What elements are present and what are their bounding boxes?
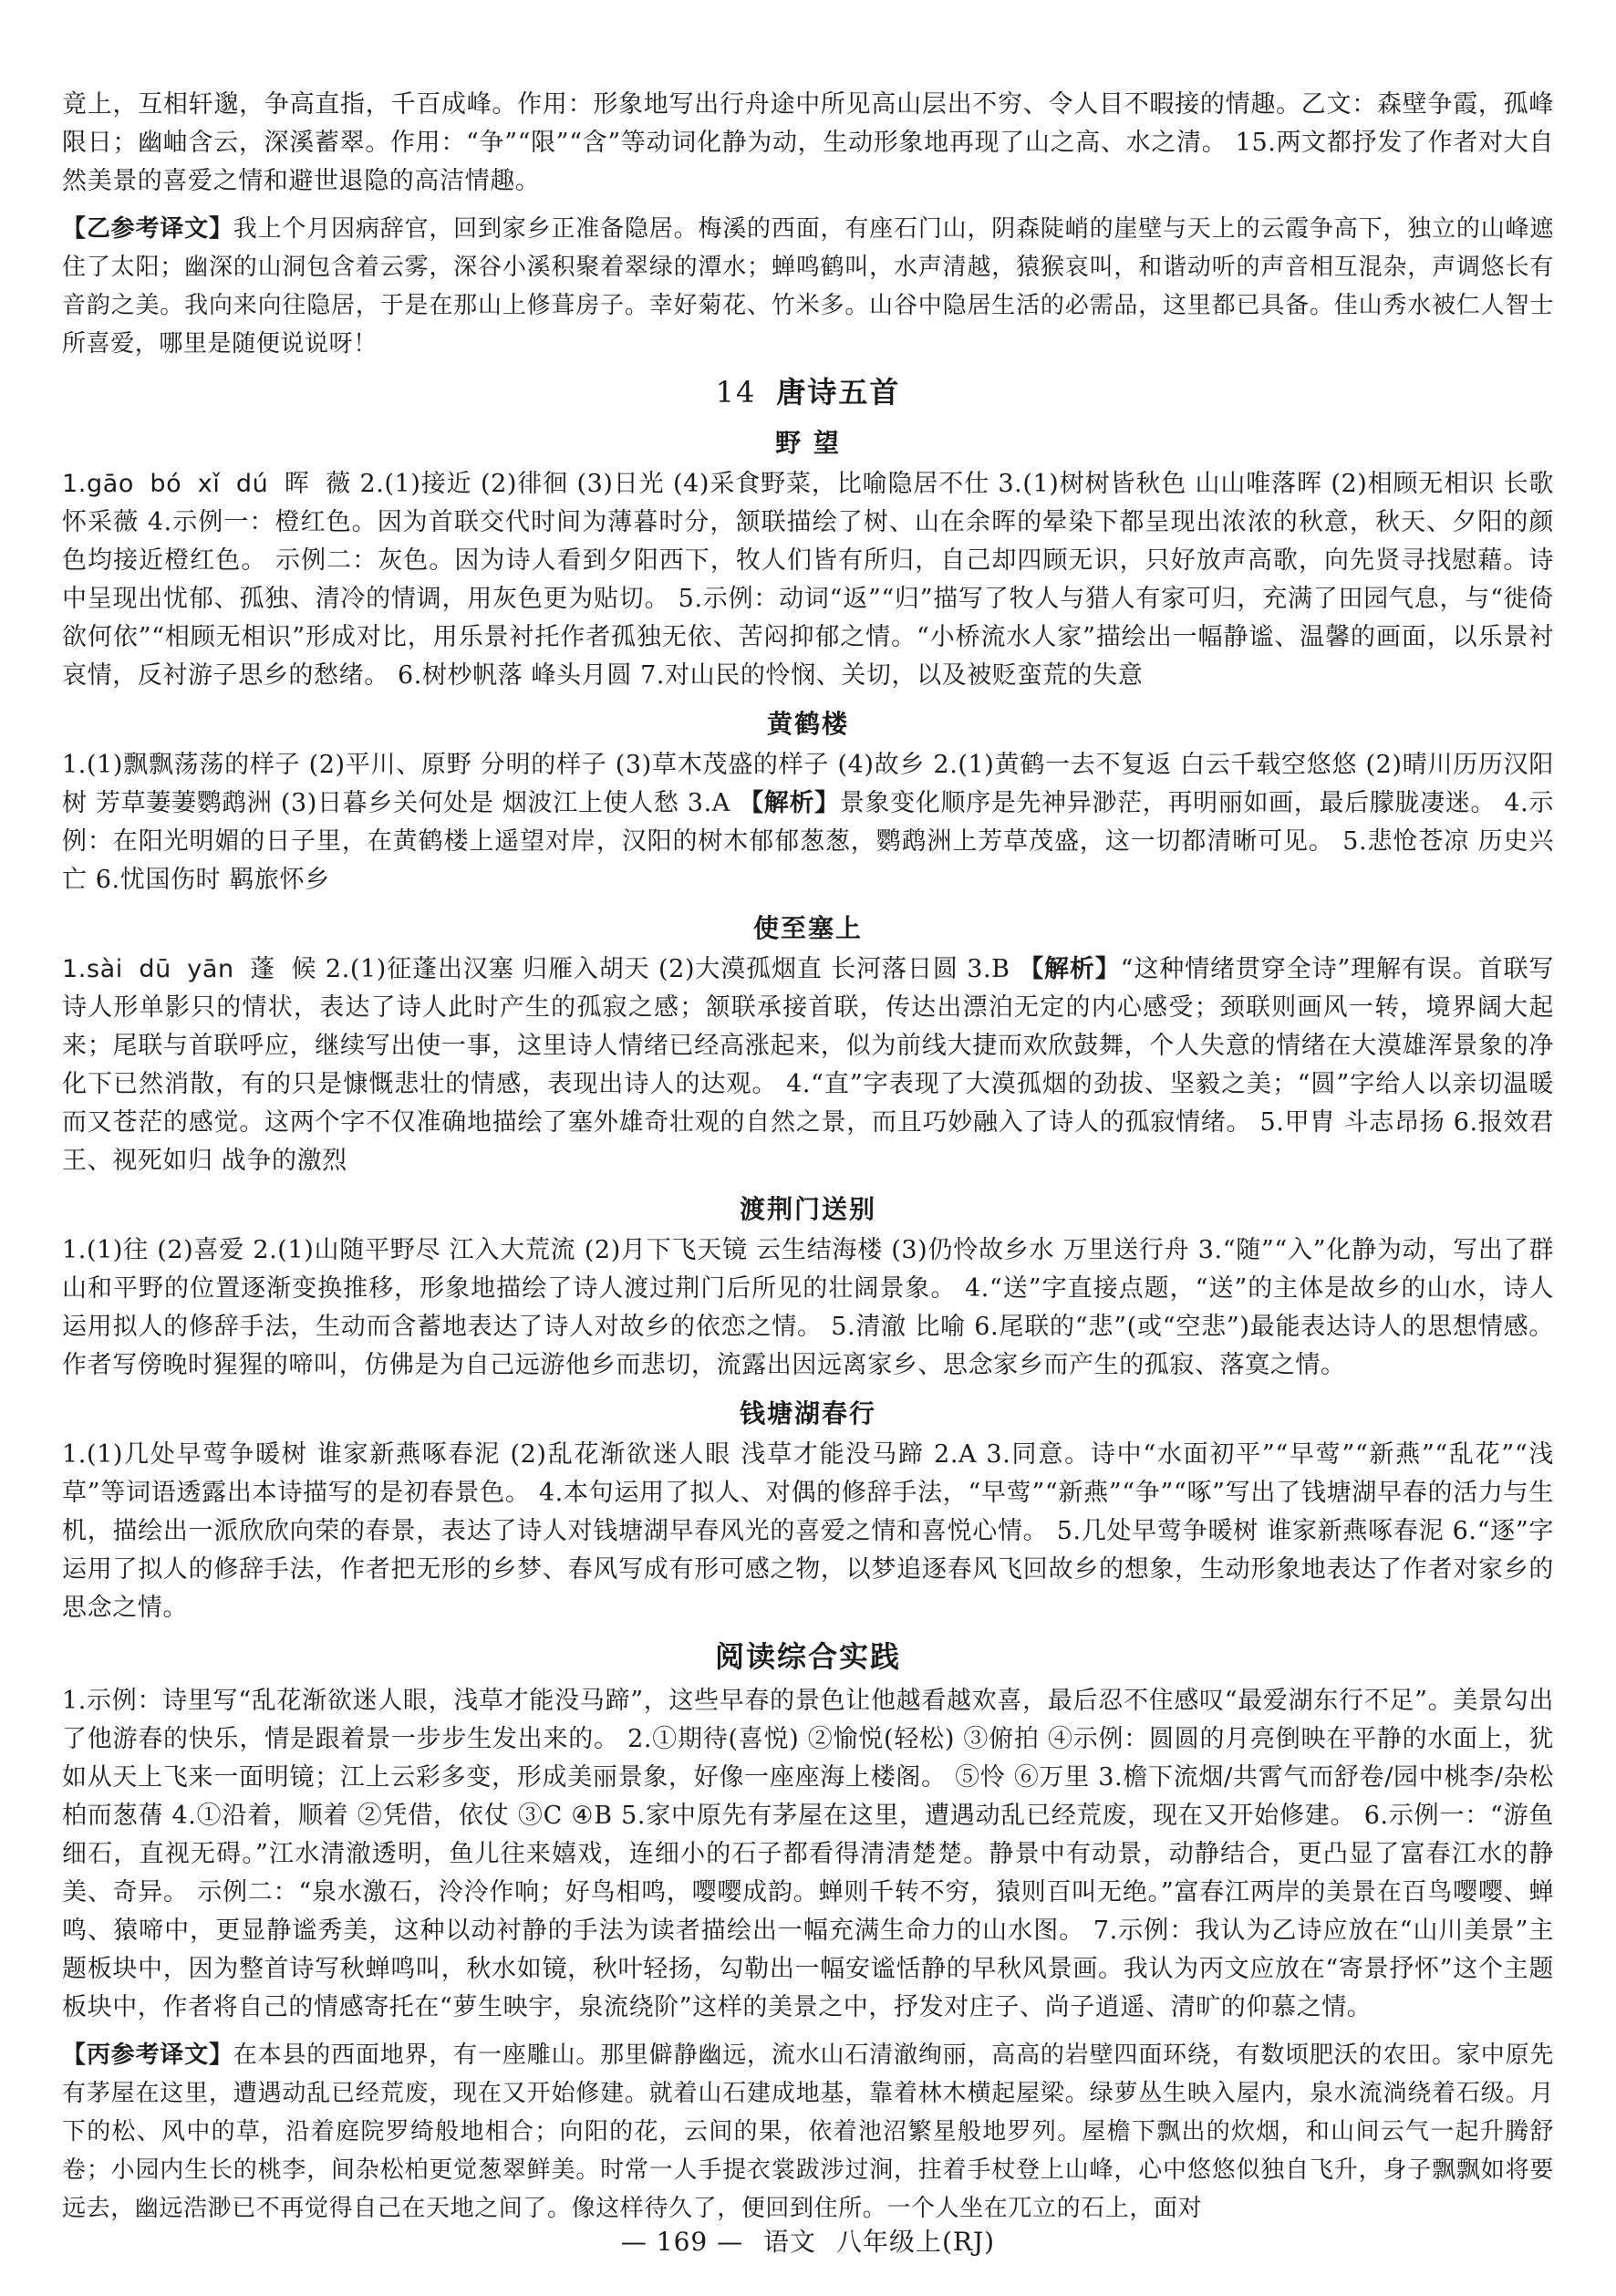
reading-practice-heading: 阅读综合实践	[714, 1639, 901, 1674]
page-number: — 169 —	[620, 2227, 744, 2257]
answer-shizhisaishang-a: 2.(1)征蓬出汉塞 归雁入胡天 (2)大漠孤烟直 长河落日圆 3.B	[316, 955, 1020, 983]
section-heading	[62, 370, 1554, 414]
grade-label: 八年级上(RJ)	[835, 2227, 996, 2257]
page-footer	[0, 2222, 1616, 2259]
answer-shizhisaishang-b: “这种情绪贯穿全诗”理解有误。首联写诗人形单影只的情状，表达了诗人此时产生的孤寂之感；颔联承接首联，传达出漂泊无定的内心感受；颈联则画风一转，境界阔大起来；尾联与首联呼应，继续写出使一事，这里诗人情绪已经高涨起来，似为前线大捷而欢欣鼓舞，个人失意的情绪在大漠雄浑景象的净化下已然消散，有的只是慷慨悲壮的情感，表现出诗人的达观。 4.“直”字表现了大漠孤烟的劲拔、坚毅之美；“圆”字给人以亲切温暖而又苍茫的感觉。这两个字不仅准确地描绘了塞外雄奇壮观的自然之景，而且巧妙融入了诗人的孤寂情绪。 5.甲胄 斗志昂扬 6.报效君王、视死如归 战争的激烈	[62, 955, 1554, 1175]
analysis-tag: 【解析】	[1019, 955, 1121, 983]
translation-b-text: 我上个月因病辞官，回到家乡正准备隐居。梅溪的西面，有座石门山，阴森陡峭的崖壁与天上的云霞争高下，独立的山峰遮住了太阳；幽深的山洞包含着云雾，深谷小溪积聚着翠绿的潭水；蝉鸣鹤叫，水声清越，猿猴哀叫，和谐动听的声音相互混杂，声调悠长有音韵之美。我向来向往隐居，于是在那山上修葺房子。幸好菊花、竹米多。山谷中隐居生活的必需品，这里都已具备。佳山秀水被仁人智士所喜爱，哪里是随便说说呀！	[62, 215, 1554, 358]
answer-reading: 1.示例：诗里写“乱花渐欲迷人眼，浅草才能没马蹄”，这些早春的景色让他越看越欢喜，最后忍不住感叹“最爱湖东行不足”。美景勾出了他游春的快乐，情是跟着景一步步生发出来的。 2.①期待(喜悦) ②愉悦(轻松) ③俯拍 ④示例：圆圆的月亮倒映在平静的水面上，犹如从天上飞来一面明镜；江上云彩多变，形成美丽景象，好像一座座海上楼阁。 ⑤怜 ⑥万里 3.檐下流烟/共霄气而舒卷/园中桃李/杂松柏而葱蒨 4.①沿着，顺着 ②凭借，依仗 ③C ④B 5.家中原先有茅屋在这里，遭遇动乱已经荒废，现在又开始修建。 6.示例一：“游鱼细石，直视无碍。”江水清澈透明，鱼儿往来嬉戏，连细小的石子都看得清清楚楚。静景中有动景，动静结合，更凸显了富春江水的静美、奇异。 示例二：“泉水激石，泠泠作响；好鸟相鸣，嘤嘤成韵。蝉则千转不穷，猿则百叫无绝。”富春江两岸的美景在百鸟嘤嘤、蝉鸣、猿啼中，更显静谧秀美，这种以动衬静的手法为读者描绘出一幅充满生命力的山水图。 7.示例：我认为乙诗应放在“山川美景”主题板块中，因为整首诗写秋蝉鸣叫，秋水如镜，秋叶轻扬，勾勒出一幅安谧恬静的早秋风景画。我认为丙文应放在“寄景抒怀”这个主题板块中，作者将自己的情感寄托在“萝生映宇，泉流绕阶”这样的美景之中，抒发对庄子、尚子逍遥、清旷的仰慕之情。	[62, 1687, 1554, 2021]
section-title: 唐诗五首	[776, 375, 901, 410]
answer-yewang-text: 2.(1)接近 (2)徘徊 (3)日光 (4)采食野菜，比喻隐居不仕 3.(1)树树皆秋色 山山唯落晖 (2)相顾无相识 长歌怀采薇 4.示例一：橙红色。因为首联交代时间为薄暮时分，颔联描绘了树、山在余晖的晕染下都呈现出浓浓的秋意，秋天、夕阳的颜色均接近橙红色。 示例二：灰色。因为诗人看到夕阳西下，牧人们皆有所归，自己却四顾无识，只好放声高歌，向先贤寻找慰藉。诗中呈现出忧郁、孤独、清冷的情调，用灰色更为贴切。 5.示例：动词“返”“归”描写了牧人与猎人有家可归，充满了田园气息，与“徙倚欲何依”“相顾无相识”形成对比，用乐景衬托作者孤独无依、苦闷抑郁之情。“小桥流水人家”描绘出一幅静谧、温馨的画面，以乐景衬哀情，反衬游子思乡的愁绪。 6.树杪帆落 峰头月圆 7.对山民的怜悯、关切，以及被贬蛮荒的失意	[62, 470, 1554, 690]
poem-title-qiantanghu: 钱塘湖春行	[739, 1398, 876, 1429]
translation-b	[62, 210, 1554, 363]
pinyin-shizhisaishang: 1.sài dū yān 蓬 候	[62, 955, 317, 983]
answer-dujingmen: 1.(1)往 (2)喜爱 2.(1)山随平野尽 江入大荒流 (2)月下飞天镜 云生结海楼 (3)仍怜故乡水 万里送行舟 3.“随”“入”化静为动，写出了群山和平野的位置逐渐变换推移，形象地描绘了诗人渡过荆门后所见的壮阔景象。 4.“送”字直接点题，“送”的主体是故乡的山水，诗人运用拟人的修辞手法，生动而含蓄地表达了诗人对故乡的依恋之情。 5.清澈 比喻 6.尾联的“悲”(或“空悲”)最能表达诗人的思想情感。作者写傍晚时猩猩的啼叫，仿佛是为自己远游他乡而悲切，流露出因远离家乡、思念家乡而产生的孤寂、落寞之情。	[62, 1236, 1554, 1379]
translation-b-tag: 【乙参考译文】	[62, 215, 233, 243]
answer-yewang	[62, 465, 1554, 695]
translation-c-tag: 【丙参考译文】	[62, 2041, 233, 2069]
translation-c	[62, 2036, 1554, 2228]
answer-huanghelou-a: 1.(1)飘飘荡荡的样子 (2)平川、原野 分明的样子 (3)草木茂盛的样子 (4)故乡 2.(1)黄鹤一去不复返 白云千载空悠悠 (2)晴川历历汉阳树 芳草萋萋鹦鹉洲 (3)日暮乡关何处是 烟波江上使人愁 3.A	[62, 751, 1554, 817]
translation-c-text: 在本县的西面地界，有一座雕山。那里僻静幽远，流水山石清澈绚丽，高高的岩壁四面环绕，有数顷肥沃的农田。家中原先有茅屋在这里，遭遇动乱已经荒废，现在又开始修建。就着山石建成地基，靠着林木横起屋梁。绿萝丛生映入屋内，泉水流淌绕着石级。月下的松、风中的草，沿着庭院罗绮般地相合；向阳的花，云间的果，依着池沼繁星般地罗列。屋檐下飘出的炊烟，和山间云气一起升腾舒卷；小园内生长的桃李，间杂松柏更觉葱翠鲜美。时常一人手提衣裳跋涉过涧，拄着手杖登上山峰，心中悠悠似独自飞升，身子飘飘如将要远去，幽远浩渺已不再觉得自己在天地之间了。像这样待久了，便回到住所。一个人坐在兀立的石上，面对	[62, 2041, 1554, 2222]
carryover-answer: 竟上，互相轩邈，争高直指，千百成峰。作用：形象地写出行舟途中所见高山层出不穷、令人目不暇接的情趣。乙文：森壁争霞，孤峰限日；幽岫含云，深溪蓄翠。作用：“争”“限”“含”等动词化静为动，生动形象地再现了山之高、水之清。 15.两文都抒发了作者对大自然美景的喜爱之情和避世退隐的高洁情趣。	[62, 90, 1554, 195]
poem-title-huanghelou: 黄鹤楼	[766, 709, 849, 739]
answer-shizhisaishang	[62, 951, 1554, 1180]
pinyin-yewang: 1.gāo bó xǐ dú 晖 薇	[62, 470, 351, 498]
analysis-tag: 【解析】	[739, 789, 840, 817]
poem-title-dujingmen: 渡荆门送别	[739, 1194, 876, 1224]
poem-title-shizhisaishang: 使至塞上	[752, 913, 863, 943]
poem-title-yewang: 野 望	[775, 428, 841, 458]
answer-huanghelou-b: 景象变化顺序是先神异渺茫，再明丽如画，最后朦胧凄迷。 4.示例：在阳光明媚的日子里，在黄鹤楼上遥望对岸，汉阳的树木郁郁葱葱，鹦鹉洲上芳草茂盛，这一切都清晰可见。 5.悲怆苍凉 历史兴亡 6.忧国伤时 羁旅怀乡	[62, 789, 1555, 894]
subject-label: 语文	[763, 2227, 817, 2257]
section-number: 14	[715, 375, 757, 410]
answer-qiantanghu: 1.(1)几处早莺争暖树 谁家新燕啄春泥 (2)乱花渐欲迷人眼 浅草才能没马蹄 2.A 3.同意。诗中“水面初平”“早莺”“新燕”“乱花”“浅草”等词语透露出本诗描写的是初春景色。 4.本句运用了拟人、对偶的修辞手法，“早莺”“新燕”“争”“啄”写出了钱塘湖早春的活力与生机，描绘出一派欣欣向荣的春景，表达了诗人对钱塘湖早春风光的喜爱之情和喜悦心情。 5.几处早莺争暖树 谁家新燕啄春泥 6.“逐”字运用了拟人的修辞手法，作者把无形的乡梦、春风写成有形可感之物，以梦追逐春风飞回故乡的想象，生动形象地表达了作者对家乡的思念之情。	[62, 1440, 1554, 1622]
answer-huanghelou	[62, 746, 1554, 899]
